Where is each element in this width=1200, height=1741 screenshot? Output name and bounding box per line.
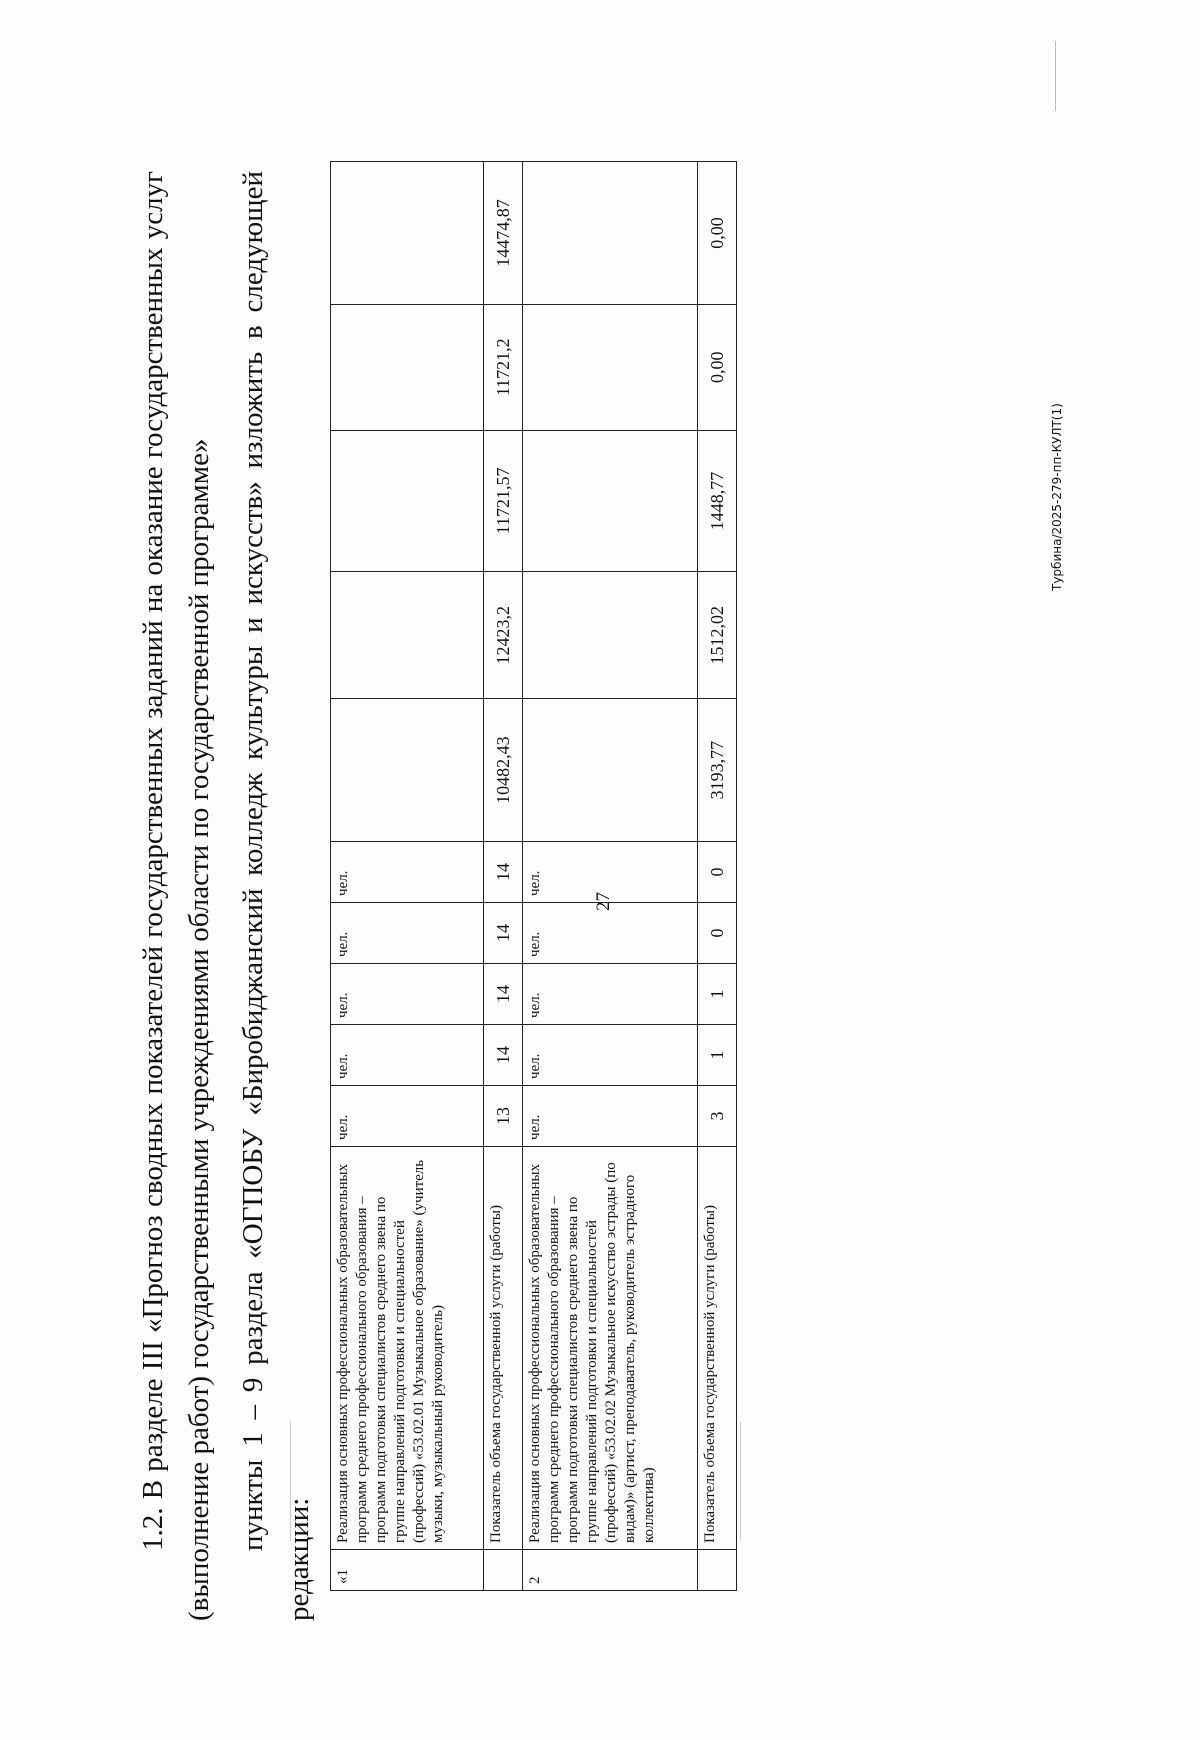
value-cell bbox=[331, 304, 484, 430]
value-cell: 1448,77 bbox=[698, 430, 737, 572]
service-name: Реализация основных профессиональных образовательных программ среднего профессионального образования – программ подготовки специалистов среднего звена по группе направлений подготовки и специальностей (профессий) «53.02.01 Музыкальное образование» (учитель музыки, музыкальный руководитель) bbox=[331, 1147, 484, 1550]
count-cell: 1 bbox=[698, 964, 737, 1025]
unit-cell: чел. bbox=[523, 903, 698, 964]
heading-instruction: пункты 1 – 9 раздела «ОГПОБУ «Биробиджанский колледж культуры и искусств» изложить в следующей редакции: bbox=[237, 171, 315, 1621]
unit-cell: чел. bbox=[331, 1086, 484, 1147]
service-name: Реализация основных профессиональных образовательных программ среднего профессионального образования – программ подготовки специалистов среднего звена по группе направлений подготовки и специальностей (профессий) «53.02.02 Музыкальное искусство эстрады (по видам)» (артист, преподаватель, руководитель эстрадного коллектива) bbox=[523, 1147, 698, 1550]
value-cell: 11721,2 bbox=[484, 304, 523, 430]
unit-cell: чел. bbox=[331, 842, 484, 903]
service-name: Показатель объема государственной услуги (работы) bbox=[698, 1147, 737, 1550]
unit-cell: чел. bbox=[523, 842, 698, 903]
table-row bbox=[484, 162, 523, 1591]
count-cell: 0 bbox=[698, 903, 737, 964]
row-number: «1 bbox=[331, 1550, 484, 1591]
unit-cell: чел. bbox=[523, 1086, 698, 1147]
table-row bbox=[698, 162, 737, 1591]
indicators-table bbox=[330, 161, 737, 1591]
row-number bbox=[698, 1550, 737, 1591]
value-cell: 0,00 bbox=[698, 162, 737, 305]
table-row bbox=[523, 162, 698, 1591]
scan-mark bbox=[1055, 41, 1056, 111]
value-cell bbox=[331, 572, 484, 699]
heading-section-title: 1.2. В разделе III «Прогноз сводных показателей государственных заданий на оказание государственных услуг (выполнение работ) государственными учреждениями области по государственной программе» bbox=[137, 171, 215, 1621]
value-cell bbox=[523, 430, 698, 572]
value-cell: 10482,43 bbox=[484, 699, 523, 842]
value-cell bbox=[523, 304, 698, 430]
count-cell: 14 bbox=[484, 903, 523, 964]
value-cell bbox=[331, 430, 484, 572]
table-row bbox=[331, 162, 484, 1591]
count-cell: 13 bbox=[484, 1086, 523, 1147]
value-cell: 11721,57 bbox=[484, 430, 523, 572]
scan-mark bbox=[740, 1421, 741, 1541]
count-cell: 14 bbox=[484, 842, 523, 903]
count-cell: 14 bbox=[484, 964, 523, 1025]
value-cell bbox=[331, 162, 484, 305]
scan-mark bbox=[290, 1421, 291, 1541]
service-name: Показатель объема государственной услуги (работы) bbox=[484, 1147, 523, 1550]
value-cell bbox=[331, 699, 484, 842]
value-cell: 1512,02 bbox=[698, 572, 737, 699]
unit-cell: чел. bbox=[331, 903, 484, 964]
row-number bbox=[484, 1550, 523, 1591]
page-number: 27 bbox=[593, 892, 614, 911]
row-number: 2 bbox=[523, 1550, 698, 1591]
value-cell: 14474,87 bbox=[484, 162, 523, 305]
count-cell: 0 bbox=[698, 842, 737, 903]
unit-cell: чел. bbox=[523, 964, 698, 1025]
value-cell: 12423,2 bbox=[484, 572, 523, 699]
value-cell: 0,00 bbox=[698, 304, 737, 430]
unit-cell: чел. bbox=[331, 1025, 484, 1086]
unit-cell: чел. bbox=[331, 964, 484, 1025]
footer-code: Турбина/2025-279-пп-КУЛТ(1) bbox=[1050, 403, 1064, 591]
value-cell bbox=[523, 162, 698, 305]
value-cell bbox=[523, 699, 698, 842]
value-cell: 3193,77 bbox=[698, 699, 737, 842]
unit-cell: чел. bbox=[523, 1025, 698, 1086]
count-cell: 1 bbox=[698, 1025, 737, 1086]
count-cell: 14 bbox=[484, 1025, 523, 1086]
count-cell: 3 bbox=[698, 1086, 737, 1147]
value-cell bbox=[523, 572, 698, 699]
